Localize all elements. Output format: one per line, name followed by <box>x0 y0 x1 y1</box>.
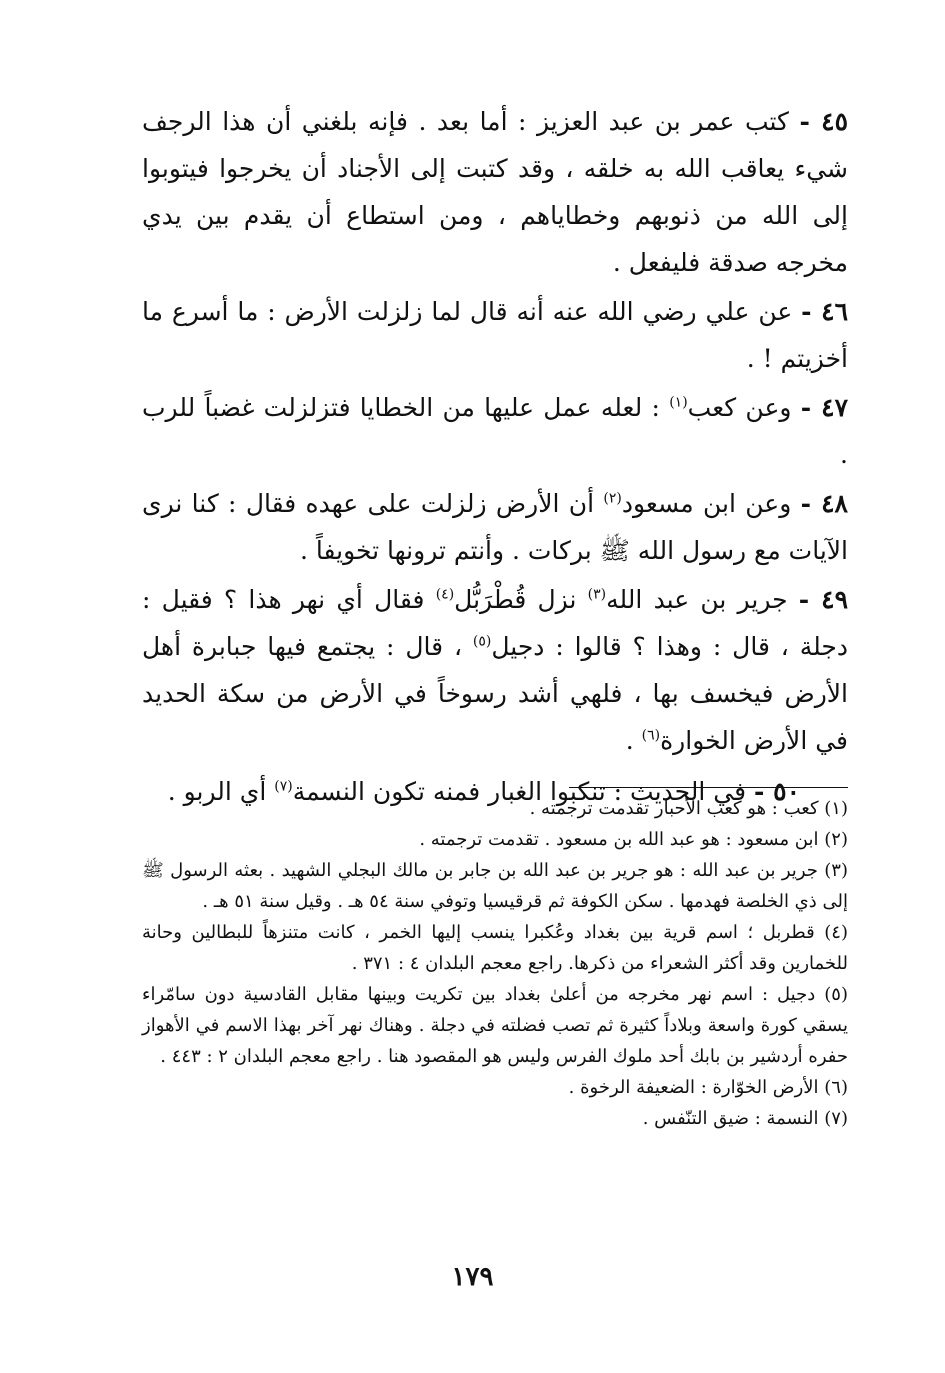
paragraph-number: ٤٦ - <box>801 297 848 326</box>
footnote-4 <box>142 917 848 979</box>
paragraph-47 <box>142 384 848 478</box>
paragraph-48 <box>142 480 848 574</box>
main-text <box>142 98 848 817</box>
page-number: ١٧٩ <box>451 1262 494 1292</box>
footnote-label: (٧) <box>824 1108 848 1129</box>
footnote-label: (٢) <box>824 829 848 850</box>
footnote-divider <box>569 787 848 788</box>
paragraph-text: أن الأرض زلزلت على عهده فقال : كنا نرى الآيات مع رسول الله ﷺ بركات . وأنتم ترونها تخويفاً . <box>142 489 848 565</box>
footnote-label: (٤) <box>824 922 848 943</box>
footnote-text: كعب : هو كعب الأحبار تقدمت ترجمته . <box>529 798 819 819</box>
footnote-ref[interactable]: (٦) <box>641 727 661 744</box>
footnote-6 <box>142 1072 848 1103</box>
paragraph-number: ٤٩ - <box>798 585 848 614</box>
paragraph-49 <box>142 576 848 764</box>
paragraph-text: جرير بن عبد الله <box>606 585 788 614</box>
footnote-text: ابن مسعود : هو عبد الله بن مسعود . تقدمت ترجمته . <box>419 829 819 850</box>
paragraph-number: ٤٨ - <box>800 489 848 518</box>
footnote-ref[interactable]: (١) <box>669 394 688 411</box>
footnote-ref[interactable]: (٣) <box>587 586 607 603</box>
paragraph-46 <box>142 288 848 382</box>
paragraph-text: فقال أي نهر هذا ؟ فقيل : دجلة ، قال : وهذا ؟ قالوا : دجيل <box>142 585 848 661</box>
footnote-text: دجيل : اسم نهر مخرجه من أعلىٰ بغداد بين تكريت وبينها مقابل القادسية دون سامّراء يسقي كورة واسعة وبلاداً كثيرة ثم تصب فضلته في دجلة . وهناك نهر آخر بهذا الاسم في الأهواز حفره أردشير بن بابك أحد ملوك الفرس وليس هو المقصود هنا . راجع معجم البلدان ٢ : ٤٤٣ . <box>142 984 848 1067</box>
footnote-label: (٣) <box>824 860 848 881</box>
footnote-1 <box>142 793 848 824</box>
paragraph-text: في الحديث : تنكبوا الغبار فمنه تكون النسمة <box>292 777 747 806</box>
footnote-label: (١) <box>824 798 848 819</box>
footnote-text: قطربل ؛ اسم قرية بين بغداد وعُكبرا ينسب إليها الخمر ، كانت متنزهاً للبطالين وحانة للخمارين وقد أكثر الشعراء من ذكرها. راجع معجم البلدان ٤ : ٣٧١ . <box>142 922 848 974</box>
footnote-label: (٥) <box>824 984 848 1005</box>
footnote-text: الأرض الخوّارة : الضعيفة الرخوة . <box>568 1077 819 1098</box>
footnote-5 <box>142 979 848 1072</box>
paragraph-number: ٤٧ - <box>800 393 849 422</box>
paragraph-text: نزل قُطْرَبُّل <box>454 585 588 614</box>
footnote-7 <box>142 1103 848 1134</box>
footnote-text: جرير بن عبد الله : هو جرير بن عبد الله بن جابر بن مالك البجلي الشهيد . بعثه الرسول ﷺ إلى ذي الخلصة فهدمها . سكن الكوفة ثم قرقيسيا وتوفي سنة ٥٤ هـ . وقيل سنة ٥١ هـ . <box>142 860 848 912</box>
footnote-ref[interactable]: (٥) <box>472 633 492 650</box>
footnote-ref[interactable]: (٤) <box>435 586 455 603</box>
footnotes <box>142 793 848 1134</box>
paragraph-45 <box>142 98 848 286</box>
footnote-text: النسمة : ضيق التنّفس . <box>642 1108 819 1129</box>
paragraph-text: : لعله عمل عليها من الخطايا فتزلزلت غضباً للرب . <box>142 393 848 469</box>
footnote-2 <box>142 824 848 855</box>
paragraph-text: . <box>625 726 642 755</box>
paragraph-text: كتب عمر بن عبد العزيز : أما بعد . فإنه بلغني أن هذا الرجف شيء يعاقب الله به خلقه ، وقد كتبت إلى الأجناد أن يخرجوا فيتوبوا إلى الله من ذنوبهم وخطاياهم ، ومن استطاع أن يقدم بين يدي مخرجه صدقة فليفعل . <box>142 107 848 277</box>
footnote-ref[interactable]: (٧) <box>274 778 293 795</box>
footnote-ref[interactable]: (٢) <box>603 490 622 507</box>
paragraph-text: وعن ابن مسعود <box>621 489 792 518</box>
footnote-3 <box>142 855 848 917</box>
footnote-label: (٦) <box>824 1077 848 1098</box>
paragraph-text: ، قال : يجتمع فيها جبابرة أهل الأرض فيخسف بها ، فلهي أشد رسوخاً في الأرض من سكة الحديد في الأرض الخوارة <box>142 632 848 755</box>
paragraph-text: أي الربو . <box>167 777 275 806</box>
paragraph-number: ٤٥ - <box>799 107 848 136</box>
paragraph-text: عن علي رضي الله عنه أنه قال لما زلزلت الأرض : ما أسرع ما أخزيتم ! . <box>142 297 848 373</box>
paragraph-number: ٥٠ - <box>754 777 800 806</box>
paragraph-text: وعن كعب <box>687 393 792 422</box>
